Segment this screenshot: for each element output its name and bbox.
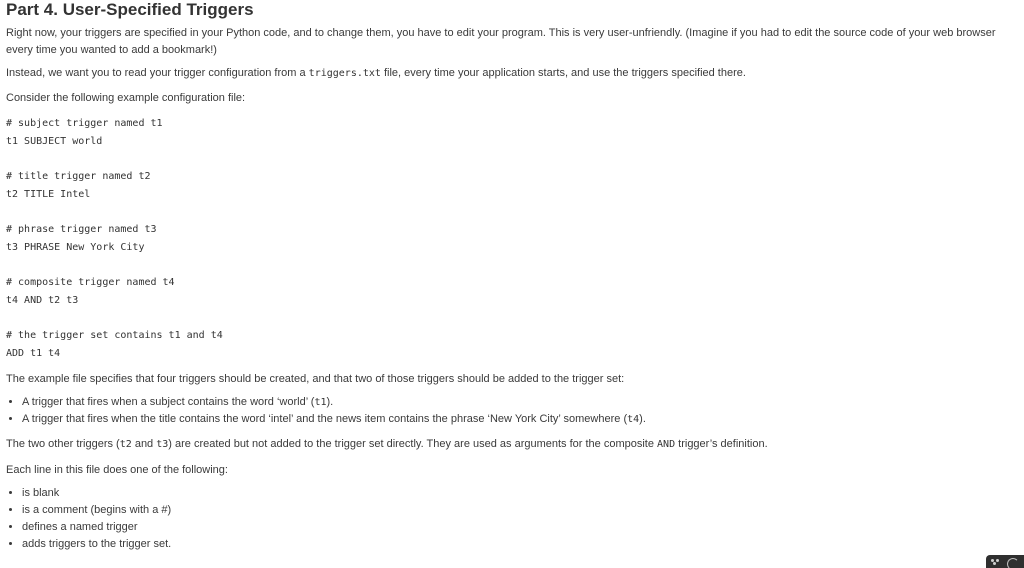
document-page — [6, 0, 1018, 553]
text-segment: ) are created but not added to the trigger set directly. They are used as arguments for the composite — [168, 438, 658, 450]
config-definition-line: t1 SUBJECT world — [6, 136, 103, 147]
trigger-code: t1 — [314, 397, 327, 408]
each-line-paragraph: Each line in this file does one of the following: — [6, 464, 228, 476]
text-segment: trigger’s definition. — [675, 438, 768, 450]
text-segment: and — [131, 438, 157, 450]
config-group — [6, 115, 1018, 151]
instead-text-before: Instead, we want you to read your trigger configuration from a — [6, 67, 309, 79]
list-item: • is a comment (begins with a #) — [22, 502, 1018, 519]
bullet-text: A trigger that fires when a subject contains the word ‘world’ ( — [22, 396, 315, 408]
config-group — [6, 274, 1018, 310]
bullet-text: A trigger that fires when the title contains the word ‘intel’ and the news item contains the phrase ‘New York City’ somewhere ( — [22, 413, 628, 425]
people-icon — [991, 559, 1001, 565]
config-definition-line: t2 TITLE Intel — [6, 189, 91, 200]
intro-paragraph: Right now, your triggers are specified in your Python code, and to change them, you have to edit your program. This is very user-unfriendly. (Imagine if you had to edit the source code of your web browser every time you wanted to add a bookmark!) — [6, 27, 996, 56]
trigger-code: t2 — [119, 439, 132, 450]
config-code-block — [6, 115, 1018, 363]
line-types-list — [6, 485, 1018, 553]
config-definition-line: t4 AND t2 t3 — [6, 295, 79, 306]
list-item: • adds triggers to the trigger set. — [22, 536, 1018, 553]
example-bullet-list — [6, 394, 1018, 428]
config-group — [6, 221, 1018, 257]
list-item — [22, 394, 1018, 411]
config-definition-line: ADD t1 t4 — [6, 348, 61, 359]
and-keyword-code: AND — [657, 439, 676, 450]
two-other-triggers-paragraph — [6, 436, 1018, 453]
config-comment-line: # subject trigger named t1 — [6, 118, 163, 129]
bullet-text-after: ). — [326, 396, 334, 408]
instead-text-after: file, every time your application starts, and use the triggers specified there. — [380, 67, 746, 79]
trigger-code: t3 — [156, 439, 169, 450]
list-item: • defines a named trigger — [22, 519, 1018, 536]
instead-paragraph — [6, 65, 1018, 82]
config-comment-line: # the trigger set contains t1 and t4 — [6, 330, 223, 341]
config-comment-line: # phrase trigger named t3 — [6, 224, 157, 235]
config-group — [6, 327, 1018, 363]
trigger-code: t4 — [627, 414, 640, 425]
triggers-filename-code: triggers.txt — [308, 68, 381, 79]
loading-ring-icon — [1007, 558, 1019, 568]
list-item: • is blank — [22, 485, 1018, 502]
bullet-text-after: ). — [639, 413, 646, 425]
text-segment: The two other triggers ( — [6, 438, 120, 450]
config-definition-line: t3 PHRASE New York City — [6, 242, 145, 253]
example-description: The example file specifies that four triggers should be created, and that two of those triggers should be added to the trigger set: — [6, 373, 625, 385]
consider-paragraph: Consider the following example configuration file: — [6, 92, 246, 104]
config-comment-line: # composite trigger named t4 — [6, 277, 175, 288]
help-widget-button[interactable] — [986, 555, 1024, 568]
list-item — [22, 411, 1018, 428]
config-group — [6, 168, 1018, 204]
section-heading: Part 4. User-Specified Triggers — [6, 0, 254, 19]
config-comment-line: # title trigger named t2 — [6, 171, 151, 182]
